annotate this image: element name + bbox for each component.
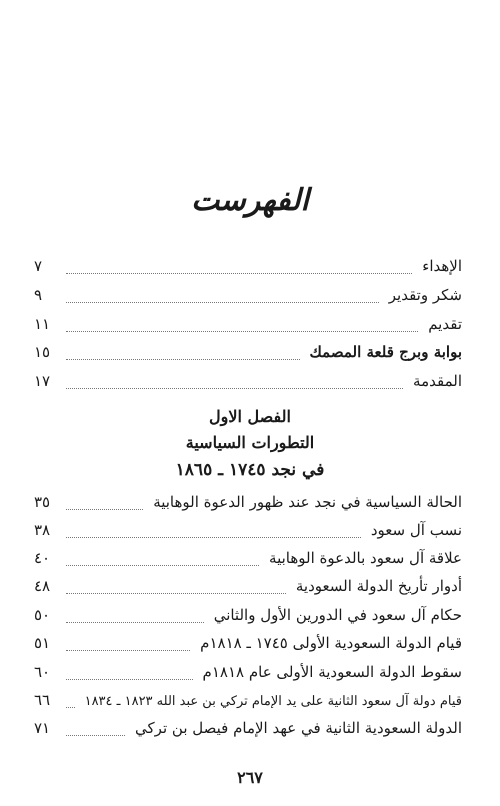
- toc-entry-label: سقوط الدولة السعودية الأولى عام ١٨١٨م: [202, 663, 462, 681]
- toc-entry: [34, 340, 462, 364]
- toc-entry-label: علاقة آل سعود بالدعوة الوهابية: [269, 549, 462, 567]
- chapter-number: الفصل الاول: [209, 407, 291, 426]
- toc-entry: [34, 254, 462, 278]
- dot-leader: [66, 272, 412, 274]
- dot-leader: [66, 387, 403, 389]
- toc-entry-page: ٧١: [34, 719, 51, 737]
- dot-leader: [66, 301, 379, 303]
- toc-entry-page: ٣٨: [34, 521, 51, 539]
- page-number: ٢٦٧: [237, 768, 263, 787]
- toc-entry: [34, 660, 462, 684]
- dot-leader: [66, 649, 190, 651]
- toc-entry-page: ٣٥: [34, 493, 51, 511]
- dot-leader: [66, 592, 286, 594]
- dot-leader: [66, 508, 143, 510]
- toc-entry-page: ١٧: [34, 372, 51, 390]
- toc-entry-label: قيام الدولة السعودية الأولى ١٧٤٥ ـ ١٨١٨م: [200, 634, 462, 652]
- toc-entry-page: ٤٨: [34, 577, 51, 595]
- toc-entry-label: حكام آل سعود في الدورين الأول والثاني: [213, 606, 462, 624]
- dot-leader: [66, 678, 193, 680]
- toc-entry-label: الحالة السياسية في نجد عند ظهور الدعوة الوهابية: [153, 493, 462, 511]
- toc-entry-page: ٤٠: [34, 549, 51, 567]
- toc-entry: [34, 603, 462, 627]
- dot-leader: [66, 536, 361, 538]
- chapter-subtitle: في نجد ١٧٤٥ ـ ١٨٦٥: [175, 460, 325, 480]
- toc-entry-label: الإهداء: [422, 257, 462, 275]
- toc-entry-page: ٥١: [34, 634, 51, 652]
- toc-entry: [34, 574, 462, 598]
- toc-entry: [34, 312, 462, 336]
- toc-entry-page: ٥٠: [34, 606, 51, 624]
- toc-entry: [34, 283, 462, 307]
- page-title: الفهرست: [191, 183, 309, 218]
- toc-entry: [34, 369, 462, 393]
- toc-entry-page: ١٥: [34, 343, 51, 361]
- toc-entry-label: قيام دولة آل سعود الثانية على يد الإمام تركي بن عبد الله ١٨٢٣ ـ ١٨٣٤: [84, 694, 462, 709]
- toc-entry-label: نسب آل سعود: [370, 521, 462, 539]
- dot-leader: [66, 330, 418, 332]
- toc-entry-page: ٦٦: [34, 691, 51, 709]
- toc-entry-label: أدوار تأريخ الدولة السعودية: [295, 577, 462, 595]
- chapter-title: التطورات السياسية: [185, 433, 315, 452]
- toc-entry: [34, 631, 462, 655]
- dot-leader: [66, 621, 204, 623]
- toc-entry-page: ٦٠: [34, 663, 51, 681]
- toc-entry-label: شكر وتقدير: [388, 286, 462, 304]
- toc-entry-label: بوابة وبرج قلعة المصمك: [309, 343, 462, 361]
- toc-entry-page: ١١: [34, 315, 51, 333]
- dot-leader: [66, 358, 300, 360]
- dot-leader: [66, 734, 125, 736]
- toc-entry-label: الدولة السعودية الثانية في عهد الإمام فيصل بن تركي: [135, 719, 462, 737]
- toc-entry: [34, 688, 462, 712]
- toc-entry: [34, 490, 462, 514]
- dot-leader: [66, 564, 259, 566]
- toc-entry: [34, 518, 462, 542]
- toc-entry-label: المقدمة: [413, 372, 462, 390]
- toc-entry-page: ٩: [34, 286, 43, 304]
- dot-leader: [66, 706, 75, 708]
- toc-entry-page: ٧: [34, 257, 43, 275]
- toc-entry: [34, 546, 462, 570]
- toc-entry-label: تقديم: [428, 315, 462, 333]
- toc-entry: [34, 716, 462, 740]
